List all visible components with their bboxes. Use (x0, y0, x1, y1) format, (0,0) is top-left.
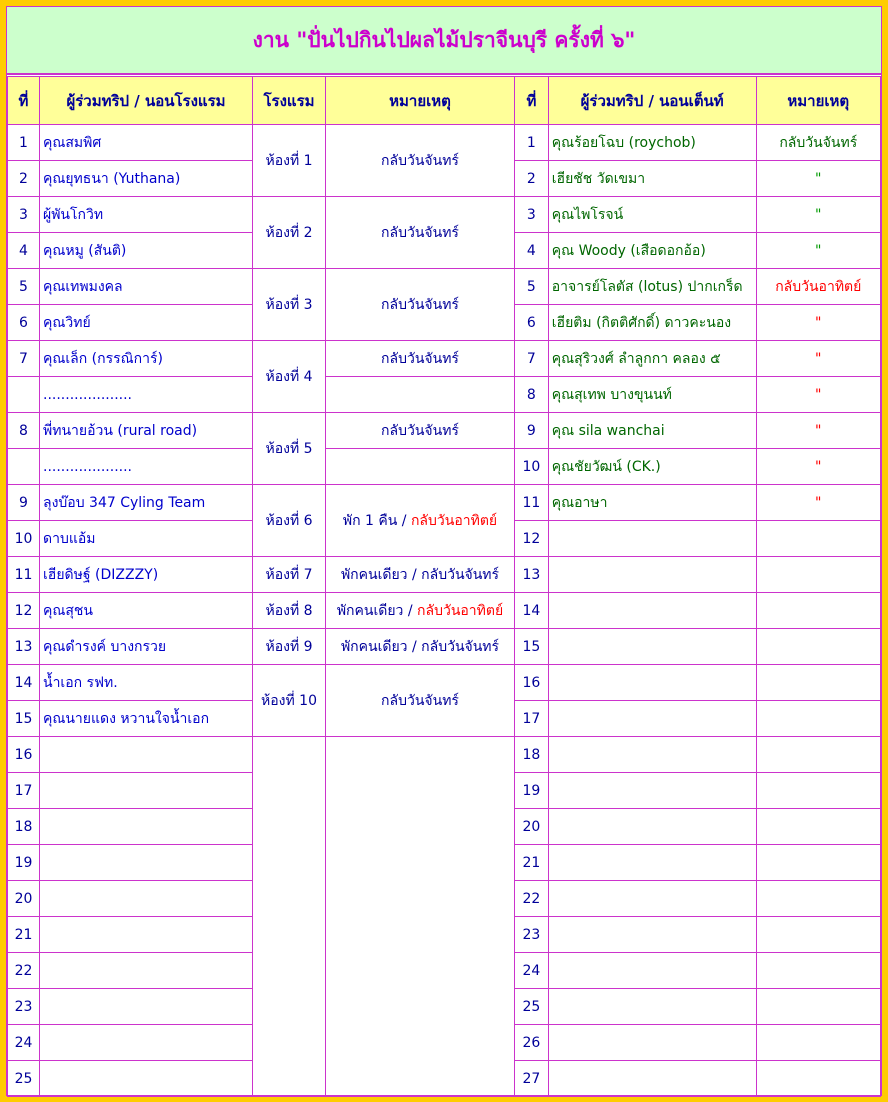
row-number: 3 (515, 197, 549, 233)
participant-name (548, 521, 756, 557)
row-number: 20 (8, 881, 40, 917)
remark (756, 737, 880, 773)
room-label: ห้องที่ 7 (253, 557, 326, 593)
row-number: 24 (515, 953, 549, 989)
participant-name (548, 1061, 756, 1097)
participant-name: คุณชัยวัฒน์ (CK.) (548, 449, 756, 485)
remark-text: พักคนเดียว / กลับวันจันทร์ (340, 638, 500, 655)
row-number: 13 (8, 629, 40, 665)
participant-name (548, 989, 756, 1025)
remark (756, 557, 880, 593)
row-number: 19 (8, 845, 40, 881)
participant-name: คุณวิทย์ (40, 305, 253, 341)
table-row (515, 305, 881, 341)
remark (756, 665, 880, 701)
participant-name: ดาบแอ้ม (40, 521, 253, 557)
row-number: 24 (8, 1025, 40, 1061)
empty-remark (326, 377, 515, 413)
room-remark (326, 557, 515, 593)
header-remarks: หมายเหตุ (326, 77, 515, 125)
remark: " (756, 341, 880, 377)
row-number: 11 (8, 557, 40, 593)
participant-name: ลุงบ๊อบ 347 Cyling Team (40, 485, 253, 521)
table-row (8, 593, 515, 629)
participant-name (548, 629, 756, 665)
remark: กลับวันอาทิตย์ (756, 269, 880, 305)
table-row (515, 197, 881, 233)
remark-red-text: กลับวันอาทิตย์ (410, 512, 498, 529)
empty-remark-column (326, 737, 515, 1097)
participant-name (40, 953, 253, 989)
table-row (515, 341, 881, 377)
row-number: 21 (8, 917, 40, 953)
row-number: 14 (8, 665, 40, 701)
table-row (515, 269, 881, 305)
room-label: ห้องที่ 5 (253, 413, 326, 485)
table-row (515, 521, 881, 557)
remark-text: พักคนเดียว / (336, 602, 418, 619)
room-remark (326, 413, 515, 449)
row-number: 14 (515, 593, 549, 629)
participant-name (548, 665, 756, 701)
room-label: ห้องที่ 9 (253, 629, 326, 665)
table-header-row (8, 77, 515, 125)
table-row (515, 737, 881, 773)
participant-name: คุณอาษา (548, 485, 756, 521)
remark (756, 593, 880, 629)
row-number: 16 (8, 737, 40, 773)
row-number: 25 (515, 989, 549, 1025)
table-row (8, 485, 515, 521)
participant-name: คุณนายแดง หวานใจน้ำเอก (40, 701, 253, 737)
table-row (8, 557, 515, 593)
participant-name: คุณเทพมงคล (40, 269, 253, 305)
row-number: 2 (515, 161, 549, 197)
room-label: ห้องที่ 3 (253, 269, 326, 341)
participant-name: คุณหมู (สันติ) (40, 233, 253, 269)
remark (756, 809, 880, 845)
row-number (8, 449, 40, 485)
table-row (515, 449, 881, 485)
table-row (8, 197, 515, 233)
hotel-participants-table (7, 76, 515, 1097)
remark (756, 1025, 880, 1061)
table-row (8, 737, 515, 773)
row-number: 12 (515, 521, 549, 557)
page-title: งาน "ปั่นไปกินไปผลไม้ปราจีนบุรี ครั้งที่ ๖" (252, 27, 636, 52)
remark: " (756, 449, 880, 485)
remark-text: พัก 1 คืน / (342, 512, 411, 529)
row-number: 10 (515, 449, 549, 485)
remark: " (756, 233, 880, 269)
room-remark (326, 341, 515, 377)
table-row (515, 953, 881, 989)
page-frame (6, 6, 882, 1096)
participant-name (548, 773, 756, 809)
participant-name: อาจารย์โลตัส (lotus) ปากเกร็ด (548, 269, 756, 305)
participant-name (548, 845, 756, 881)
participant-name: คุณไพโรจน์ (548, 197, 756, 233)
empty-remark (326, 449, 515, 485)
participant-name: คุณดำรงค์ บางกรวย (40, 629, 253, 665)
row-number: 10 (8, 521, 40, 557)
remark (756, 1061, 880, 1097)
participant-name (548, 953, 756, 989)
row-number: 13 (515, 557, 549, 593)
row-number: 3 (8, 197, 40, 233)
row-number: 18 (515, 737, 549, 773)
table-row (515, 593, 881, 629)
row-number: 16 (515, 665, 549, 701)
row-number: 22 (8, 953, 40, 989)
row-number: 23 (8, 989, 40, 1025)
remark-text: กลับวันจันทร์ (381, 350, 459, 367)
participant-name (548, 737, 756, 773)
room-remark (326, 593, 515, 629)
room-remark (326, 269, 515, 341)
room-label: ห้องที่ 2 (253, 197, 326, 269)
participant-name (40, 773, 253, 809)
row-number: 4 (515, 233, 549, 269)
remark (756, 521, 880, 557)
remark: " (756, 377, 880, 413)
participant-name (548, 881, 756, 917)
row-number: 22 (515, 881, 549, 917)
row-number: 20 (515, 809, 549, 845)
row-number: 4 (8, 233, 40, 269)
participant-name: พี่ทนายอ้วน (rural road) (40, 413, 253, 449)
remark-text: กลับวันจันทร์ (381, 152, 459, 169)
participant-name (40, 1025, 253, 1061)
table-row (515, 125, 881, 161)
row-number: 9 (515, 413, 549, 449)
row-number: 25 (8, 1061, 40, 1097)
header-number: ที่ (8, 77, 40, 125)
table-row (515, 809, 881, 845)
participant-name (548, 557, 756, 593)
table-row (515, 989, 881, 1025)
participant-name (548, 809, 756, 845)
remark: " (756, 413, 880, 449)
table-row (515, 233, 881, 269)
table-row (515, 557, 881, 593)
row-number: 21 (515, 845, 549, 881)
table-row (8, 125, 515, 161)
participant-name: คุณ sila wanchai (548, 413, 756, 449)
participant-name (40, 845, 253, 881)
row-number: 1 (8, 125, 40, 161)
remark: กลับวันจันทร์ (756, 125, 880, 161)
participant-name (548, 917, 756, 953)
participant-name (548, 1025, 756, 1061)
row-number: 23 (515, 917, 549, 953)
row-number: 8 (515, 377, 549, 413)
table-row (515, 377, 881, 413)
participant-name: คุณสุริวงศ์ ลำลูกกา คลอง ๕ (548, 341, 756, 377)
tent-participants-table (514, 76, 881, 1097)
participant-name (40, 1061, 253, 1097)
room-label: ห้องที่ 8 (253, 593, 326, 629)
participant-name: คุณสุเทพ บางขุนนท์ (548, 377, 756, 413)
header-hotel: โรงแรม (253, 77, 326, 125)
remark-text: กลับวันจันทร์ (381, 692, 459, 709)
remark (756, 881, 880, 917)
row-number: 8 (8, 413, 40, 449)
header-hotel-participants: ผู้ร่วมทริป / นอนโรงแรม (40, 77, 253, 125)
row-number: 11 (515, 485, 549, 521)
row-number: 9 (8, 485, 40, 521)
remark (756, 917, 880, 953)
table-row (8, 629, 515, 665)
participant-name (40, 737, 253, 773)
table-row (515, 1061, 881, 1097)
room-remark (326, 629, 515, 665)
table-row (8, 269, 515, 305)
row-number: 18 (8, 809, 40, 845)
row-number: 6 (8, 305, 40, 341)
room-remark (326, 485, 515, 557)
participant-name (548, 593, 756, 629)
participant-name: เฮียดิษฐ์ (DIZZZY) (40, 557, 253, 593)
remark-text: กลับวันจันทร์ (381, 296, 459, 313)
title-bar (7, 7, 881, 75)
remark-red-text: กลับวันอาทิตย์ (417, 602, 504, 619)
participant-name: คุณ Woody (เสือดอกอ้อ) (548, 233, 756, 269)
row-number: 7 (8, 341, 40, 377)
row-number: 19 (515, 773, 549, 809)
row-number: 17 (8, 773, 40, 809)
participant-name (40, 917, 253, 953)
row-number: 15 (515, 629, 549, 665)
remark-text: กลับวันจันทร์ (381, 224, 459, 241)
table-row (8, 665, 515, 701)
row-number: 5 (8, 269, 40, 305)
participant-name: คุณยุทธนา (Yuthana) (40, 161, 253, 197)
room-label: ห้องที่ 10 (253, 665, 326, 737)
room-label: ห้องที่ 1 (253, 125, 326, 197)
room-label: ห้องที่ 6 (253, 485, 326, 557)
participant-name (40, 989, 253, 1025)
remark-text: กลับวันจันทร์ (381, 422, 459, 439)
room-label: ห้องที่ 4 (253, 341, 326, 413)
participant-name: น้ำเอก รฟท. (40, 665, 253, 701)
remark: " (756, 161, 880, 197)
row-number: 17 (515, 701, 549, 737)
header-remarks: หมายเหตุ (756, 77, 880, 125)
participant-name: เฮียติม (กิตติศักดิ์) ดาวคะนอง (548, 305, 756, 341)
participant-name (40, 881, 253, 917)
table-row (515, 881, 881, 917)
remark (756, 701, 880, 737)
table-header-row (515, 77, 881, 125)
table-row (8, 341, 515, 377)
participant-name: คุณสุชน (40, 593, 253, 629)
remark (756, 773, 880, 809)
row-number: 15 (8, 701, 40, 737)
participant-name: เฮียชัช วัดเขมา (548, 161, 756, 197)
table-row (515, 665, 881, 701)
table-row (515, 485, 881, 521)
table-row (515, 1025, 881, 1061)
participant-name: คุณสมพิศ (40, 125, 253, 161)
row-number: 2 (8, 161, 40, 197)
row-number: 12 (8, 593, 40, 629)
participant-name (548, 701, 756, 737)
room-remark (326, 125, 515, 197)
remark: " (756, 485, 880, 521)
empty-hotel-column (253, 737, 326, 1097)
room-remark (326, 665, 515, 737)
header-tent-participants: ผู้ร่วมทริป / นอนเต็นท์ (548, 77, 756, 125)
table-row (515, 413, 881, 449)
participant-name (40, 809, 253, 845)
table-row (515, 917, 881, 953)
participant-name: .................... (40, 377, 253, 413)
table-row (515, 773, 881, 809)
remark-text: พักคนเดียว / กลับวันจันทร์ (340, 566, 500, 583)
room-remark (326, 197, 515, 269)
participant-name: ผู้พันโกวิท (40, 197, 253, 233)
row-number: 7 (515, 341, 549, 377)
row-number: 27 (515, 1061, 549, 1097)
header-number: ที่ (515, 77, 549, 125)
remark (756, 845, 880, 881)
table-row (515, 701, 881, 737)
table-row (515, 845, 881, 881)
row-number: 1 (515, 125, 549, 161)
row-number: 26 (515, 1025, 549, 1061)
participant-name: คุณเล็ก (กรรณิการ์) (40, 341, 253, 377)
table-row (515, 629, 881, 665)
table-row (8, 413, 515, 449)
remark (756, 953, 880, 989)
remark: " (756, 197, 880, 233)
remark: " (756, 305, 880, 341)
row-number: 6 (515, 305, 549, 341)
participant-name: .................... (40, 449, 253, 485)
remark (756, 629, 880, 665)
row-number (8, 377, 40, 413)
table-row (515, 161, 881, 197)
participant-name: คุณร้อยโฉบ (roychob) (548, 125, 756, 161)
row-number: 5 (515, 269, 549, 305)
remark (756, 989, 880, 1025)
